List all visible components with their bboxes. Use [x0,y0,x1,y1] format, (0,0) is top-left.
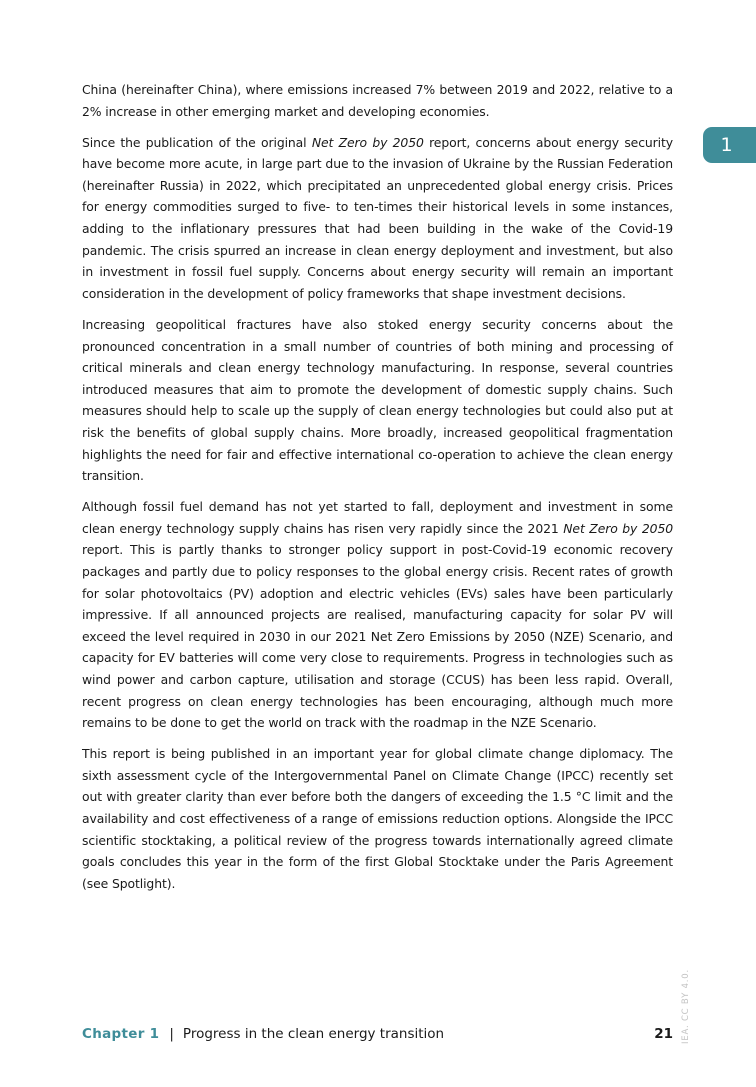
paragraph-text: report, concerns about energy security have become more acute, in large part due to the invasion of Ukraine by the Russian Federation (hereinafter Russia) in 2022, which precipitated an unprecedented global energy crisis. Prices for energy commodities surged to five- to ten-times their historical levels in some instances, adding to the inflationary pressures that had been building in the wake of the Covid-19 pandemic. The crisis spurred an increase in clean energy deployment and investment, but also in investment in fossil fuel supply. Concerns about energy security will remain an important consideration in the development of policy frameworks that shape investment decisions. [82,134,673,301]
report-title: Net Zero by 2050 [311,134,424,150]
footer-chapter-title: Progress in the clean energy transition [182,1026,445,1042]
license-notice: IEA. CC BY 4.0. [681,969,691,1044]
paragraph [82,132,673,305]
page-number: 21 [654,1026,673,1042]
paragraph [82,314,673,487]
paragraph [82,79,673,122]
paragraph-text: This report is being published in an important year for global climate change diplomacy. The sixth assessment cycle of the Intergovernmental Panel on Climate Change (IPCC) recently set out with greater clarity than ever before both the dangers of exceeding the 1.5 °C limit and the availability and cost effectiveness of a range of emissions reduction options. Alongside the IPCC scientific stocktaking, a political review of the progress towards internationally agreed climate goals concludes this year in the form of the first Global Stocktake under the Paris Agreement (see Spotlight). [82,746,673,891]
paragraph [82,496,673,734]
paragraph-text: report. This is partly thanks to stronger policy support in post-Covid-19 economic recovery packages and partly due to policy responses to the global energy crisis. Recent rates of growth for solar photovoltaics (PV) adoption and electric vehicles (EVs) sales have been particularly impressive. If all announced projects are realised, manufacturing capacity for solar PV will exceed the level required in 2030 in our 2021 Net Zero Emissions by 2050 (NZE) Scenario, and capacity for EV batteries will come very close to requirements. Progress in technologies such as wind power and carbon capture, utilisation and storage (CCUS) has been less rapid. Overall, recent progress on clean energy technologies has been encouraging, although much more remains to be done to get the world on track with the roadmap in the NZE Scenario. [82,542,673,731]
footer-separator: | [169,1026,174,1042]
chapter-tab: 1 [703,127,756,163]
footer-chapter-label: Chapter 1 [82,1026,160,1042]
body-text [82,79,673,904]
paragraph [82,743,673,894]
report-title: Net Zero by 2050 [563,520,674,536]
paragraph-text: Although fossil fuel demand has not yet started to fall, deployment and investment in some clean energy technology supply chains has risen very rapidly since the 2021 [82,499,673,536]
paragraph-text: Increasing geopolitical fractures have also stoked energy security concerns about the pronounced concentration in a small number of countries of both mining and processing of critical minerals and clean energy technology manufacturing. In response, several countries introduced measures that aim to promote the development of domestic supply chains. Such measures should help to scale up the supply of clean energy technologies but could also put at risk the benefits of global supply chains. More broadly, increased geopolitical fragmentation highlights the need for fair and effective international co-operation to achieve the clean energy transition. [82,316,673,484]
paragraph-text: China (hereinafter China), where emissions increased 7% between 2019 and 2022, relative to a 2% increase in other emerging market and developing economies. [82,82,673,119]
paragraph-text: Since the publication of the original [82,134,312,150]
page-footer [82,1024,673,1044]
